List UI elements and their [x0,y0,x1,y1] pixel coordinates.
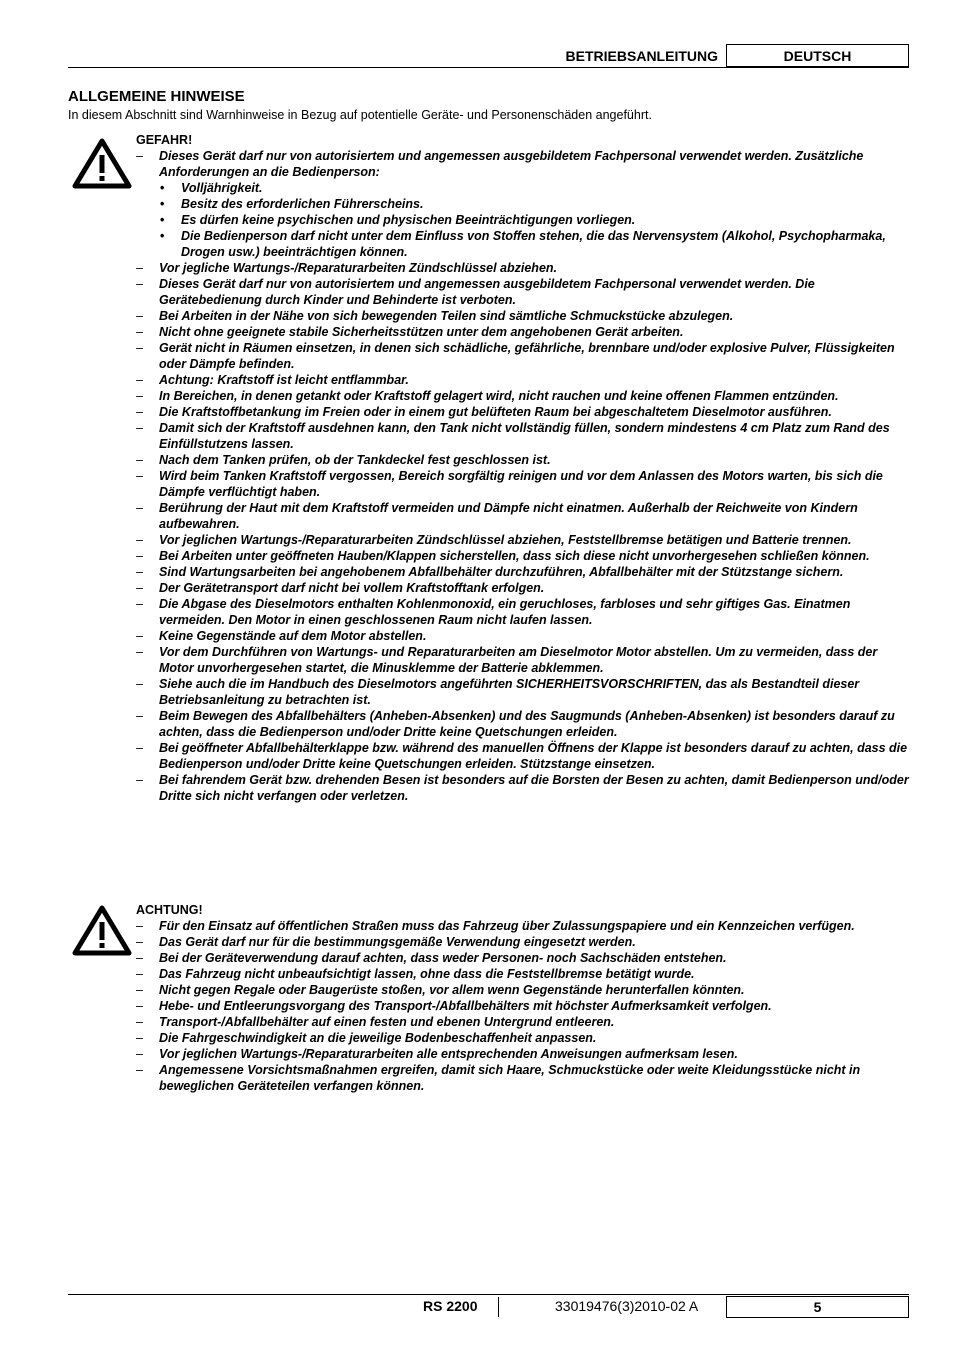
danger-item [136,148,911,260]
caution-item-text: Die Fahrgeschwindigkeit an die jeweilige Bodenbeschaffenheit anpassen. [159,1031,597,1045]
dash-marker: – [136,341,143,355]
danger-item [136,276,911,308]
danger-item-text: Bei Arbeiten in der Nähe von sich bewegenden Teilen sind sämtliche Schmuckstücke abzulegen. [159,309,734,323]
dash-marker: – [136,405,143,419]
caution-item-text: Vor jeglichen Wartungs-/Reparaturarbeiten alle entsprechenden Anweisungen aufmerksam lesen. [159,1047,738,1061]
dash-marker: – [136,919,143,933]
danger-item-text: Beim Bewegen des Abfallbehälters (Anheben-Absenken) und des Saugmunds (Anheben-Absenken) ist besonders darauf zu achten, dass die Bedienperson und/oder Dritte keine Quetschungen erleiden. [159,709,895,739]
caution-item [136,934,911,950]
danger-heading: GEFAHR! [136,133,193,147]
danger-item [136,548,911,564]
sub-list-item [159,196,911,212]
danger-item [136,372,911,388]
dash-marker: – [136,629,143,643]
warning-triangle-icon [72,905,132,957]
caution-list [136,918,911,1094]
dash-marker: – [136,421,143,435]
dash-marker: – [136,935,143,949]
danger-item [136,500,911,532]
dash-marker: – [136,533,143,547]
danger-item [136,324,911,340]
danger-item-text: Siehe auch die im Handbuch des Dieselmotors angeführten SICHERHEITSVORSCHRIFTEN, das als Bestandteil dieser Betriebsanleitung zu betrachten ist. [159,677,860,707]
dash-marker: – [136,501,143,515]
danger-item [136,532,911,548]
caution-item-text: Angemessene Vorsichtsmaßnahmen ergreifen, damit sich Haare, Schmuckstücke oder weite Kleidungsstücke nicht in beweglichen Geräteteilen verfangen können. [159,1063,861,1093]
danger-item-text: Damit sich der Kraftstoff ausdehnen kann, den Tank nicht vollständig füllen, sondern mindestens 4 cm Platz zum Rand des Einfüllstutzens lassen. [159,421,890,451]
header-rule [68,67,909,68]
sub-list-item [159,212,911,228]
bullet-marker: • [160,229,165,243]
dash-marker: – [136,309,143,323]
dash-marker: – [136,709,143,723]
dash-marker: – [136,149,143,163]
danger-item [136,564,911,580]
danger-item-text: Nach dem Tanken prüfen, ob der Tankdeckel fest geschlossen ist. [159,453,551,467]
sub-list-item-text: Es dürfen keine psychischen und physischen Beeinträchtigungen vorliegen. [181,213,636,227]
danger-item [136,388,911,404]
danger-item-text: Achtung: Kraftstoff ist leicht entflammbar. [159,373,409,387]
danger-item-text: Die Kraftstoffbetankung im Freien oder in einem gut belüfteten Raum bei abgeschaltetem Dieselmotor ausführen. [159,405,832,419]
danger-item-text: Dieses Gerät darf nur von autorisiertem und angemessen ausgebildetem Fachpersonal verwendet werden. Die Gerätebedienung durch Kinder und Behinderte ist verboten. [159,277,815,307]
model-name: RS 2200 [423,1298,478,1314]
sub-list-item-text: Volljährigkeit. [181,181,263,195]
page-header [68,44,909,68]
dash-marker: – [136,277,143,291]
caution-item [136,982,911,998]
bullet-marker: • [160,181,165,195]
caution-item [136,998,911,1014]
dash-marker: – [136,597,143,611]
caution-heading: ACHTUNG! [136,903,203,917]
danger-item-text: Bei geöffneter Abfallbehälterklappe bzw. während des manuellen Öffnens der Klappe ist besonders darauf zu achten, dass die Bedienperson und/oder Dritte keine Quetschungen erleiden. Stützstange einsetzen. [159,741,908,771]
section-title: ALLGEMEINE HINWEISE [68,88,245,105]
caution-item-text: Hebe- und Entleerungsvorgang des Transport-/Abfallbehälters mit höchster Aufmerksamkeit verfolgen. [159,999,772,1013]
caution-item [136,1014,911,1030]
danger-item-text: Der Gerätetransport darf nicht bei vollem Kraftstofftank erfolgen. [159,581,545,595]
danger-item-text: Gerät nicht in Räumen einsetzen, in denen sich schädliche, gefährliche, brennbare und/oder explosive Pulver, Flüssigkeiten oder Dämpfe befinden. [159,341,895,371]
danger-item-text: In Bereichen, in denen getankt oder Kraftstoff gelagert wird, nicht rauchen und keine offenen Flammen entzünden. [159,389,839,403]
dash-marker: – [136,1047,143,1061]
sub-list-item [159,180,911,196]
danger-item-text: Vor dem Durchführen von Wartungs- und Reparaturarbeiten am Dieselmotor Motor abstellen. Um zu vermeiden, dass der Motor unvorhergesehen startet, die Minusklemme der Batterie abklemmen. [159,645,878,675]
caution-item [136,1062,911,1094]
danger-item-text: Berührung der Haut mit dem Kraftstoff vermeiden und Dämpfe nicht einatmen. Außerhalb der Reichweite von Kindern aufbewahren. [159,501,858,531]
danger-item-text: Sind Wartungsarbeiten bei angehobenem Abfallbehälter durchzuführen, Abfallbehälter mit der Stützstange sichern. [159,565,844,579]
danger-item [136,644,911,676]
dash-marker: – [136,389,143,403]
dash-marker: – [136,325,143,339]
manual-title: BETRIEBSANLEITUNG [565,48,718,64]
danger-block [136,132,911,804]
caution-item [136,918,911,934]
danger-item-text: Vor jegliche Wartungs-/Reparaturarbeiten Zündschlüssel abziehen. [159,261,558,275]
dash-marker: – [136,999,143,1013]
dash-marker: – [136,549,143,563]
dash-marker: – [136,773,143,787]
page-number: 5 [726,1296,909,1318]
language-label: DEUTSCH [726,44,909,67]
caution-block [136,902,911,1094]
dash-marker: – [136,677,143,691]
danger-item [136,628,911,644]
danger-item [136,676,911,708]
page-footer [68,1293,909,1319]
warning-triangle-icon [72,138,132,190]
danger-item-text: Die Abgase des Dieselmotors enthalten Kohlenmonoxid, ein geruchloses, farbloses und sehr giftiges Gas. Einatmen vermeiden. Den Motor in einen geschlossenen Raum nicht laufen lassen. [159,597,851,627]
dash-marker: – [136,261,143,275]
danger-item [136,404,911,420]
caution-item-text: Transport-/Abfallbehälter auf einen festen und ebenen Untergrund entleeren. [159,1015,615,1029]
danger-list [136,148,911,804]
danger-item-text: Nicht ohne geeignete stabile Sicherheitsstützen unter dem angehobenen Gerät arbeiten. [159,325,684,339]
sub-list-item-text: Die Bedienperson darf nicht unter dem Einfluss von Stoffen stehen, die das Nervensystem (Alkohol, Psychopharmaka, Drogen usw.) beeinträchtigen können. [181,229,886,259]
danger-item [136,708,911,740]
danger-item-text: Keine Gegenstände auf dem Motor abstellen. [159,629,427,643]
sub-list [159,180,911,260]
bullet-marker: • [160,213,165,227]
caution-item [136,1046,911,1062]
danger-item [136,308,911,324]
dash-marker: – [136,453,143,467]
dash-marker: – [136,741,143,755]
danger-item [136,580,911,596]
dash-marker: – [136,565,143,579]
dash-marker: – [136,373,143,387]
caution-item-text: Nicht gegen Regale oder Baugerüste stoßen, vor allem wenn Gegenstände herunterfallen könnten. [159,983,745,997]
caution-item [136,1030,911,1046]
dash-marker: – [136,967,143,981]
dash-marker: – [136,581,143,595]
danger-item-text: Wird beim Tanken Kraftstoff vergossen, Bereich sorgfältig reinigen und vor dem Anlassen des Motors warten, bis sich die Dämpfe verflüchtigt haben. [159,469,883,499]
danger-item [136,260,911,276]
dash-marker: – [136,469,143,483]
dash-marker: – [136,951,143,965]
danger-item [136,596,911,628]
dash-marker: – [136,1063,143,1077]
danger-item [136,452,911,468]
caution-item-text: Bei der Geräteverwendung darauf achten, dass weder Personen- noch Sachschäden entstehen. [159,951,727,965]
danger-item [136,740,911,772]
danger-item [136,340,911,372]
danger-item-text: Bei Arbeiten unter geöffneten Hauben/Klappen sicherstellen, dass sich diese nicht unvorhergesehen schließen können. [159,549,870,563]
caution-item [136,950,911,966]
sub-list-item [159,228,911,260]
danger-item-text: Vor jeglichen Wartungs-/Reparaturarbeiten Zündschlüssel abziehen, Feststellbremse betätigen und Batterie trennen. [159,533,852,547]
danger-item [136,420,911,452]
dash-marker: – [136,1031,143,1045]
document-code: 33019476(3)2010-02 A [555,1298,699,1314]
danger-item-text: Bei fahrendem Gerät bzw. drehenden Besen ist besonders auf die Borsten der Besen zu achten, damit Bedienperson und/oder Dritte sich nicht verfangen oder verletzen. [159,773,909,803]
dash-marker: – [136,645,143,659]
footer-rule [68,1294,909,1295]
sub-list-item-text: Besitz des erforderlichen Führerscheins. [181,197,424,211]
caution-item-text: Das Gerät darf nur für die bestimmungsgemäße Verwendung eingesetzt werden. [159,935,636,949]
caution-item-text: Das Fahrzeug nicht unbeaufsichtigt lassen, ohne dass die Feststellbremse betätigt wurde. [159,967,695,981]
dash-marker: – [136,983,143,997]
footer-divider [498,1297,499,1317]
bullet-marker: • [160,197,165,211]
danger-item [136,468,911,500]
danger-item [136,772,911,804]
danger-item-text: Dieses Gerät darf nur von autorisiertem und angemessen ausgebildetem Fachpersonal verwendet werden. Zusätzliche Anforderungen an die Bedienperson: [159,149,864,179]
section-intro: In diesem Abschnitt sind Warnhinweise in Bezug auf potentielle Geräte- und Personenschäden angeführt. [68,108,652,122]
caution-item [136,966,911,982]
caution-item-text: Für den Einsatz auf öffentlichen Straßen muss das Fahrzeug über Zulassungspapiere und ein Kennzeichen verfügen. [159,919,855,933]
dash-marker: – [136,1015,143,1029]
